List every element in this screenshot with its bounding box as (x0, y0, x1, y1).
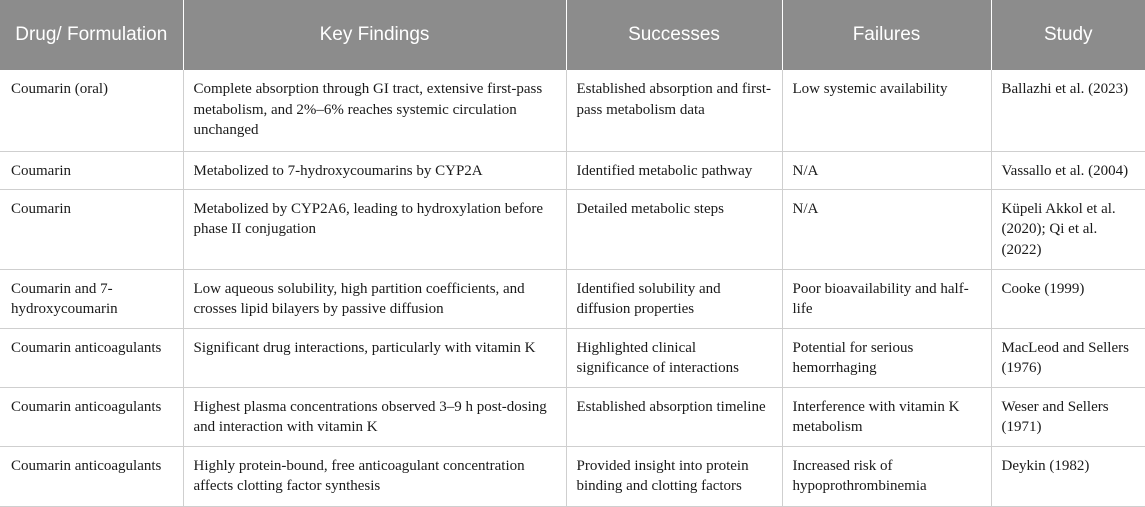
cell-successes: Highlighted clinical significance of interactions (566, 328, 782, 387)
cell-failures: Low systemic availability (782, 70, 991, 151)
cell-failures: N/A (782, 189, 991, 269)
cell-study: Küpeli Akkol et al. (2020); Qi et al. (2022) (991, 189, 1145, 269)
header-row (0, 0, 1145, 70)
header-failures: Failures (782, 0, 991, 70)
cell-study: MacLeod and Sellers (1976) (991, 328, 1145, 387)
header-key-findings: Key Findings (183, 0, 566, 70)
header-study: Study (991, 0, 1145, 70)
table-row (0, 328, 1145, 387)
cell-drug: Coumarin anticoagulants (0, 446, 183, 506)
cell-drug: Coumarin anticoagulants (0, 328, 183, 387)
table-row (0, 387, 1145, 446)
cell-successes: Provided insight into protein binding and clotting factors (566, 446, 782, 506)
table-row (0, 70, 1145, 151)
cell-drug: Coumarin (0, 189, 183, 269)
cell-successes: Established absorption and first-pass metabolism data (566, 70, 782, 151)
header-drug-formulation: Drug/ Formulation (0, 0, 183, 70)
cell-key-findings: Low aqueous solubility, high partition coefficients, and crosses lipid bilayers by passive diffusion (183, 269, 566, 328)
cell-successes: Detailed metabolic steps (566, 189, 782, 269)
table-row (0, 446, 1145, 506)
cell-drug: Coumarin (oral) (0, 70, 183, 151)
cell-failures: Interference with vitamin K metabolism (782, 387, 991, 446)
table-row (0, 189, 1145, 269)
cell-key-findings: Highest plasma concentrations observed 3–9 h post-dosing and interaction with vitamin K (183, 387, 566, 446)
cell-successes: Established absorption timeline (566, 387, 782, 446)
cell-study: Ballazhi et al. (2023) (991, 70, 1145, 151)
cell-failures: N/A (782, 151, 991, 189)
cell-key-findings: Metabolized by CYP2A6, leading to hydroxylation before phase II conjugation (183, 189, 566, 269)
cell-study: Deykin (1982) (991, 446, 1145, 506)
cell-failures: Potential for serious hemorrhaging (782, 328, 991, 387)
cell-key-findings: Highly protein-bound, free anticoagulant concentration affects clotting factor synthesis (183, 446, 566, 506)
cell-successes: Identified metabolic pathway (566, 151, 782, 189)
cell-drug: Coumarin anticoagulants (0, 387, 183, 446)
cell-drug: Coumarin (0, 151, 183, 189)
cell-key-findings: Significant drug interactions, particularly with vitamin K (183, 328, 566, 387)
header-successes: Successes (566, 0, 782, 70)
cell-failures: Increased risk of hypoprothrombinemia (782, 446, 991, 506)
cell-failures: Poor bioavailability and half-life (782, 269, 991, 328)
cell-study: Weser and Sellers (1971) (991, 387, 1145, 446)
table-row (0, 151, 1145, 189)
cell-drug: Coumarin and 7-hydroxycoumarin (0, 269, 183, 328)
cell-successes: Identified solubility and diffusion properties (566, 269, 782, 328)
cell-study: Vassallo et al. (2004) (991, 151, 1145, 189)
cell-study: Cooke (1999) (991, 269, 1145, 328)
cell-key-findings: Metabolized to 7-hydroxycoumarins by CYP2A (183, 151, 566, 189)
table-row (0, 269, 1145, 328)
cell-key-findings: Complete absorption through GI tract, extensive first-pass metabolism, and 2%–6% reaches systemic circulation unchanged (183, 70, 566, 151)
